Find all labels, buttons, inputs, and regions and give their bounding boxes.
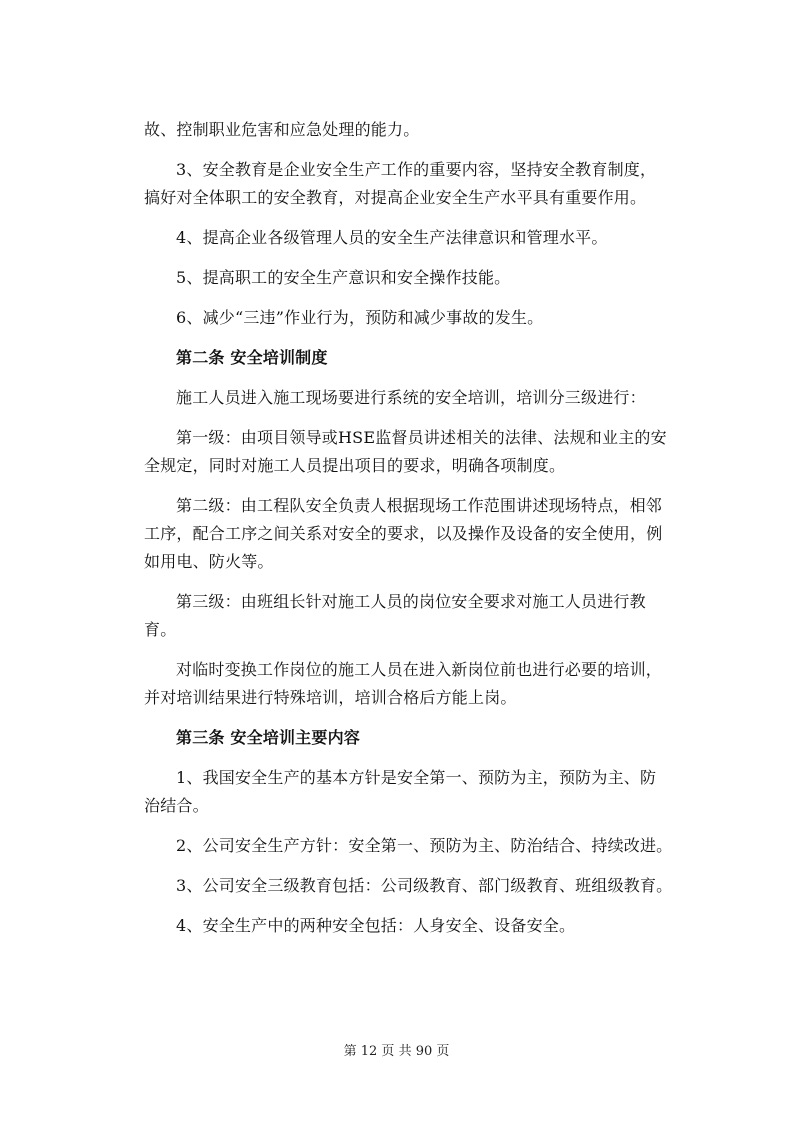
paragraph <box>144 492 663 576</box>
paragraph-line: 第二条 安全培训制度 <box>176 348 328 367</box>
paragraph-spacer <box>144 644 654 656</box>
paragraph-line: 2、公司安全生产方针：安全第一、预防为主、防治结合、持续改进。 <box>176 836 673 855</box>
paragraph-line: 施工人员进入施工现场要进行系统的安全培训，培训分三级进行： <box>176 388 646 407</box>
paragraph-line: 故、控制职业危害和应急处理的能力。 <box>144 120 420 139</box>
paragraph-spacer <box>144 752 654 764</box>
paragraph <box>144 424 667 480</box>
paragraph <box>144 656 663 712</box>
paragraph <box>144 588 654 644</box>
paragraph-spacer <box>144 412 654 424</box>
paragraph-line: 搞好对全体职工的安全教育，对提高企业安全生产水平具有重要作用。 <box>144 188 647 207</box>
page-footer: 第 12 页 共 90 页 <box>343 1044 450 1059</box>
paragraph-spacer <box>144 860 654 872</box>
paragraph-line: 第三级：由班组长针对施工人员的岗位安全要求对施工人员进行教 <box>176 592 646 611</box>
paragraph-line: 3、公司安全三级教育包括：公司级教育、部门级教育、班组级教育。 <box>176 876 673 895</box>
paragraph-spacer <box>144 372 654 384</box>
paragraph-spacer <box>144 144 654 156</box>
paragraph-spacer <box>144 480 654 492</box>
paragraph-spacer <box>144 820 654 832</box>
paragraph-spacer <box>144 576 654 588</box>
paragraph-line: 3、安全教育是企业安全生产工作的重要内容，坚持安全教育制度， <box>176 160 657 179</box>
paragraph-spacer <box>144 900 654 912</box>
paragraph-line: 第二级：由工程队安全负责人根据现场工作范围讲述现场特点，相邻 <box>176 496 663 515</box>
paragraph <box>144 304 654 332</box>
section-heading <box>144 344 654 372</box>
paragraph-line: 5、提高职工的安全生产意识和安全操作技能。 <box>176 268 511 287</box>
paragraph-line: 治结合。 <box>144 796 209 815</box>
paragraph-line: 第一级：由项目领导或HSE监督员讲述相关的法律、法规和业主的安 <box>176 428 667 447</box>
paragraph <box>144 224 654 252</box>
paragraph <box>144 264 654 292</box>
paragraph-line: 并对培训结果进行特殊培训，培训合格后方能上岗。 <box>144 688 517 707</box>
paragraph-spacer <box>144 292 654 304</box>
paragraph-line: 1、我国安全生产的基本方针是安全第一、预防为主，预防为主、防 <box>176 768 657 787</box>
paragraph <box>144 764 657 820</box>
paragraph-line: 6、减少“三违”作业行为，预防和减少事故的发生。 <box>176 308 544 327</box>
paragraph-spacer <box>144 212 654 224</box>
paragraph-line: 工序，配合工序之间关系对安全的要求，以及操作及设备的安全使用，例 <box>144 524 663 543</box>
paragraph-spacer <box>144 712 654 724</box>
document-body <box>144 116 673 940</box>
paragraph-spacer <box>144 252 654 264</box>
paragraph-line: 4、提高企业各级管理人员的安全生产法律意识和管理水平。 <box>176 228 608 247</box>
paragraph-line: 如用电、防火等。 <box>144 552 274 571</box>
paragraph-line: 育。 <box>144 620 177 639</box>
paragraph-spacer <box>144 332 654 344</box>
section-heading <box>144 724 654 752</box>
paragraph <box>144 872 673 900</box>
paragraph <box>144 156 657 212</box>
paragraph-line: 第三条 安全培训主要内容 <box>176 728 360 747</box>
paragraph <box>144 384 654 412</box>
paragraph-line: 对临时变换工作岗位的施工人员在进入新岗位前也进行必要的培训， <box>176 660 663 679</box>
paragraph <box>144 116 654 144</box>
paragraph <box>144 832 673 860</box>
paragraph-line: 4、安全生产中的两种安全包括：人身安全、设备安全。 <box>176 916 576 935</box>
paragraph-line: 全规定，同时对施工人员提出项目的要求，明确各项制度。 <box>144 456 566 475</box>
paragraph <box>144 912 654 940</box>
